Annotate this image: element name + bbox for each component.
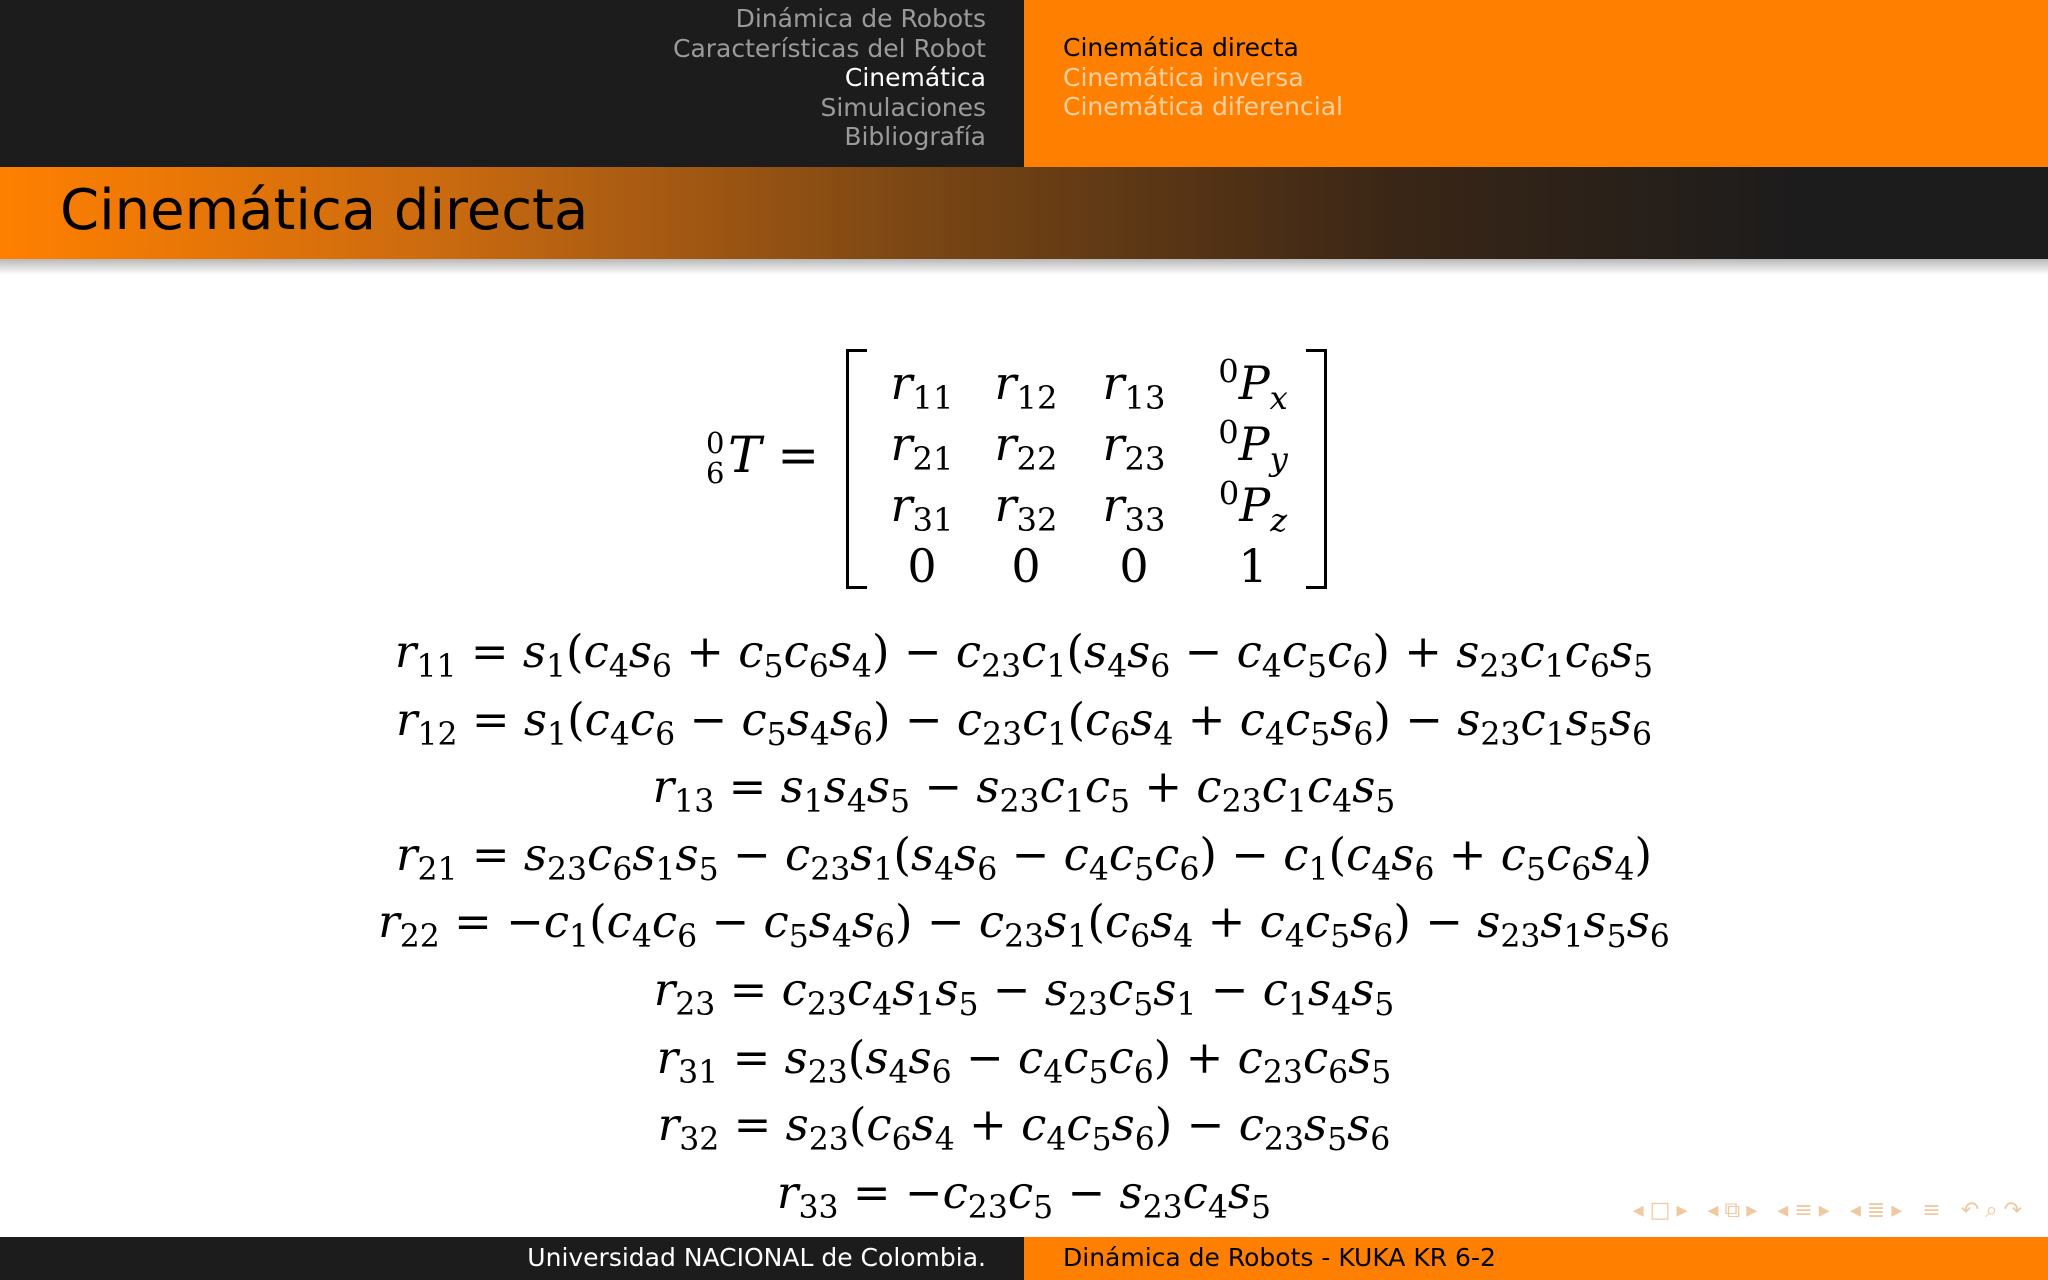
matrix-cell: $^0P_x$ bbox=[1218, 352, 1288, 417]
transform-prescripts bbox=[706, 426, 728, 490]
header-sections-panel bbox=[0, 0, 1024, 167]
matrix-left-bracket bbox=[846, 349, 867, 589]
matrix-cell: 0 bbox=[907, 538, 937, 593]
nav-next-frame-icon[interactable]: ▸ bbox=[1676, 1198, 1694, 1223]
matrix-cell: $r_{21}$ bbox=[890, 416, 954, 478]
transform-matrix bbox=[872, 352, 1318, 596]
nav-slide-icon[interactable]: ≣ bbox=[1866, 1198, 1892, 1223]
nav-next-subsection-icon[interactable]: ▸ bbox=[1746, 1198, 1764, 1223]
section-link[interactable]: Cinemática bbox=[844, 63, 986, 92]
matrix-cell: 0 bbox=[1011, 538, 1041, 593]
footer-institution: Universidad NACIONAL de Colombia. bbox=[527, 1243, 986, 1272]
matrix-cell: $^0P_z$ bbox=[1218, 474, 1288, 539]
matrix-row bbox=[872, 474, 1318, 535]
nav-prev-section-icon[interactable]: ◂ bbox=[1777, 1198, 1795, 1223]
nav-next-section-icon[interactable]: ▸ bbox=[1818, 1198, 1836, 1223]
rotation-equation: $r_{13} = s_1s_4s_5 - s_{23}c_1c_5 + c_{23}c_1c_4s_5$ bbox=[652, 760, 1396, 821]
nav-next-slide-icon[interactable]: ▸ bbox=[1891, 1198, 1909, 1223]
transform-lhs bbox=[706, 426, 820, 490]
footer-left bbox=[0, 1237, 1024, 1280]
nav-search-icon[interactable]: ⌕ bbox=[1985, 1198, 2004, 1223]
footer-presentation-title: Dinámica de Robots - KUKA KR 6-2 bbox=[1063, 1243, 1496, 1272]
subsection-link[interactable]: Cinemática diferencial bbox=[1063, 92, 1343, 121]
subsection-list bbox=[1063, 33, 1343, 122]
section-link[interactable]: Dinámica de Robots bbox=[735, 4, 986, 33]
rotation-equation: $r_{21} = s_{23}c_6s_1s_5 - c_{23}s_1(s_4s_6 - c_4c_5c_6) - c_1(c_4s_6 + c_5c_6s_4)$ bbox=[395, 827, 1653, 888]
matrix-cell: 0 bbox=[1119, 538, 1149, 593]
beamer-navigation-bar[interactable] bbox=[1633, 1198, 2028, 1223]
transform-symbol: T bbox=[728, 426, 762, 484]
transform-equals: = bbox=[777, 426, 820, 484]
section-link[interactable]: Bibliografía bbox=[844, 122, 986, 151]
transform-pre-sub: 6 bbox=[706, 456, 725, 490]
subsection-link[interactable]: Cinemática directa bbox=[1063, 33, 1299, 62]
rotation-equation: $r_{32} = s_{23}(c_6s_4 + c_4c_5s_6) - c_{23}s_5s_6$ bbox=[657, 1098, 1391, 1159]
rotation-equation: $r_{31} = s_{23}(s_4s_6 - c_4c_5c_6) + c_{23}c_6s_5$ bbox=[656, 1030, 1392, 1091]
matrix-cell: $r_{31}$ bbox=[890, 477, 954, 539]
matrix-cell: $r_{33}$ bbox=[1102, 477, 1166, 539]
section-link[interactable]: Características del Robot bbox=[673, 33, 986, 63]
frame-title: Cinemática directa bbox=[60, 178, 589, 243]
rotation-equation: $r_{33} = -c_{23}c_5 - s_{23}c_4s_5$ bbox=[776, 1165, 1272, 1226]
header-subsections-panel bbox=[1024, 0, 2048, 167]
matrix-cell: $r_{11}$ bbox=[890, 355, 954, 417]
rotation-equations bbox=[0, 618, 2048, 1226]
nav-prev-subsection-icon[interactable]: ◂ bbox=[1707, 1198, 1725, 1223]
nav-prev-frame-icon[interactable]: ◂ bbox=[1632, 1198, 1650, 1223]
matrix-cell: $r_{22}$ bbox=[994, 416, 1058, 478]
matrix-cell: $r_{13}$ bbox=[1102, 355, 1166, 417]
nav-redo-icon[interactable]: ↷ bbox=[2003, 1198, 2028, 1223]
matrix-cell: 1 bbox=[1238, 538, 1268, 593]
rotation-equation: $r_{22} = -c_1(c_4c_6 - c_5s_4s_6) - c_{23}s_1(c_6s_4 + c_4c_5s_6) - s_{23}s_1s_5s_6$ bbox=[378, 895, 1670, 956]
nav-prev-slide-icon[interactable]: ◂ bbox=[1849, 1198, 1867, 1223]
matrix-row bbox=[872, 352, 1318, 413]
section-list bbox=[673, 4, 986, 152]
matrix-cell: $r_{12}$ bbox=[994, 355, 1058, 417]
transform-pre-sup: 0 bbox=[706, 426, 725, 460]
section-link[interactable]: Simulaciones bbox=[820, 92, 986, 122]
nav-undo-icon[interactable]: ↶ bbox=[1960, 1198, 1986, 1223]
nav-subsection-icon[interactable]: ⧉ bbox=[1724, 1198, 1747, 1223]
matrix-row bbox=[872, 413, 1318, 474]
nav-section-icon[interactable]: ≡ bbox=[1794, 1198, 1819, 1223]
rotation-equation: $r_{11} = s_1(c_4s_6 + c_5c_6s_4) - c_{23}c_1(s_4s_6 - c_4c_5c_6) + s_{23}c_1c_6s_5$ bbox=[394, 625, 1654, 685]
footer-right bbox=[1024, 1237, 2048, 1280]
matrix-cell: $^0P_y$ bbox=[1218, 413, 1288, 478]
title-bar-shadow bbox=[0, 259, 2048, 275]
nav-frame-icon[interactable]: □ bbox=[1649, 1198, 1677, 1223]
nav-toc-icon[interactable]: ≡ bbox=[1922, 1198, 1947, 1223]
rotation-equation: $r_{23} = c_{23}c_4s_1s_5 - s_{23}c_5s_1 - c_1s_4s_5$ bbox=[653, 962, 1395, 1023]
matrix-cell: $r_{23}$ bbox=[1102, 416, 1166, 478]
matrix-row bbox=[872, 535, 1318, 596]
matrix-cell: $r_{32}$ bbox=[994, 477, 1058, 539]
subsection-link[interactable]: Cinemática inversa bbox=[1063, 62, 1304, 92]
rotation-equation: $r_{12} = s_1(c_4c_6 - c_5s_4s_6) - c_{23}c_1(c_6s_4 + c_4c_5s_6) - s_{23}c_1s_5s_6$ bbox=[395, 692, 1653, 753]
